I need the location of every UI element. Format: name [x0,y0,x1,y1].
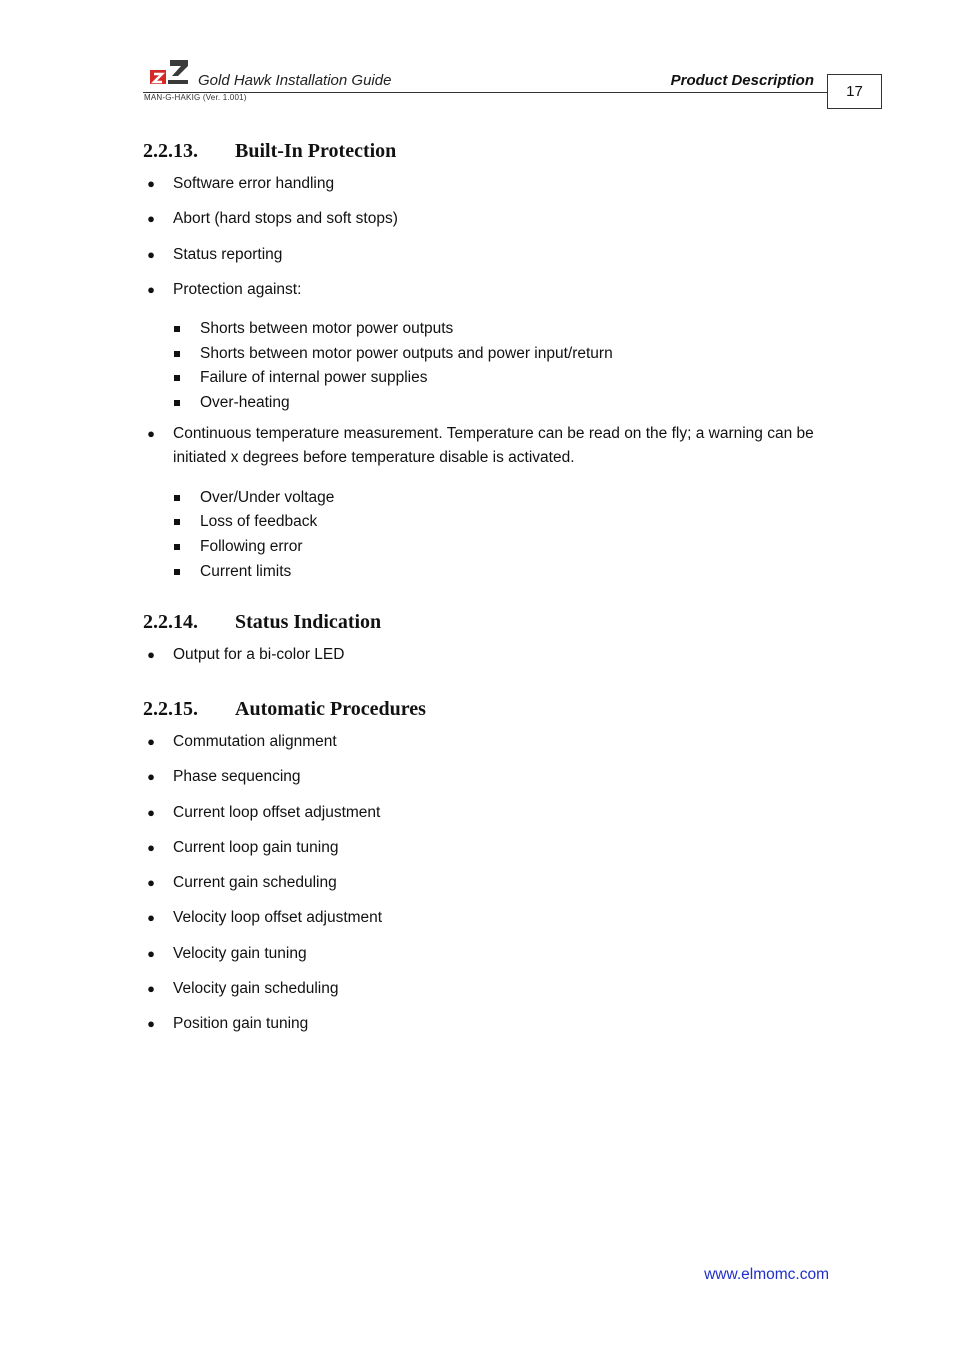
list-item [147,765,843,789]
list-item-text: Position gain tuning [173,1015,309,1032]
square-bullet-icon [174,351,180,357]
bullet-icon: ● [147,647,155,662]
square-bullet-icon [174,544,180,550]
list-item [147,207,843,231]
section-title: Automatic Procedures [235,698,426,720]
document-code: MAN-G-HAKIG (Ver. 1.001) [144,93,247,102]
bullet-icon: ● [147,805,155,820]
list-item [147,977,843,1001]
list-item-text: Output for a bi-color LED [173,646,345,663]
bullet-icon: ● [147,247,155,262]
sub-list-item [200,342,613,366]
list-item [147,906,843,930]
bullet-icon: ● [147,426,155,441]
list-item-text: Velocity gain tuning [173,945,307,962]
section-heading-built-in-protection [143,140,396,163]
section-title: Built-In Protection [235,140,397,162]
sub-list-item-text: Shorts between motor power outputs [200,320,454,337]
section-name: Product Description [670,72,814,89]
sub-list-item [200,317,453,341]
section-number: 2.2.13. [143,140,198,162]
bullet-icon: ● [147,840,155,855]
list-item [147,942,843,966]
list-item [147,730,843,754]
sub-list-item [200,486,334,510]
sub-list-item [200,535,303,559]
list-item [147,801,843,825]
list-item-text: Velocity gain scheduling [173,980,339,997]
square-bullet-icon [174,400,180,406]
list-item-text: Commutation alignment [173,733,337,750]
list-item-text: Abort (hard stops and soft stops) [173,210,398,227]
list-item-text: Phase sequencing [173,768,301,785]
sub-list-item [200,510,317,534]
sub-list-item-text: Failure of internal power supplies [200,369,428,386]
footer-website-link[interactable]: www.elmomc.com [704,1266,829,1283]
list-item-text: Continuous temperature measurement. Temperature can be read on the fly; a warning can be initiated x degrees before temperature disable is activated. [173,425,814,466]
list-item [147,422,833,470]
list-item [147,172,843,196]
list-item [147,1012,843,1036]
bullet-icon: ● [147,734,155,749]
square-bullet-icon [174,375,180,381]
bullet-icon: ● [147,176,155,191]
section-number: 2.2.14. [143,611,198,633]
bullet-icon: ● [147,769,155,784]
square-bullet-icon [174,326,180,332]
list-item-text: Software error handling [173,175,335,192]
bullet-icon: ● [147,211,155,226]
list-item-text: Current loop offset adjustment [173,804,381,821]
list-item-text: Status reporting [173,246,283,263]
sub-list-item-text: Shorts between motor power outputs and power input/return [200,345,613,362]
bullet-icon: ● [147,946,155,961]
section-title: Status Indication [235,611,382,633]
section-number: 2.2.15. [143,698,198,720]
sub-list-item-text: Over-heating [200,394,290,411]
bullet-icon: ● [147,981,155,996]
list-item [147,243,843,267]
square-bullet-icon [174,519,180,525]
square-bullet-icon [174,569,180,575]
document-title: Gold Hawk Installation Guide [198,72,392,89]
list-item [147,643,843,667]
list-item [147,278,843,302]
sub-list-item [200,560,291,584]
elmo-logo [148,58,190,86]
list-item [147,836,843,860]
section-heading-status-indication [143,611,381,634]
sub-list-item-text: Over/Under voltage [200,489,335,506]
sub-list-item-text: Loss of feedback [200,513,318,530]
bullet-icon: ● [147,282,155,297]
sub-list-item [200,366,427,390]
list-item-text: Current loop gain tuning [173,839,339,856]
list-item-text: Protection against: [173,281,302,298]
sub-list-item [200,391,290,415]
bullet-icon: ● [147,875,155,890]
list-item-text: Velocity loop offset adjustment [173,909,383,926]
page-number: 17 [827,74,882,109]
sub-list-item-text: Following error [200,538,303,555]
section-heading-automatic-procedures [143,698,426,721]
bullet-icon: ● [147,1016,155,1031]
list-item [147,871,843,895]
list-item-text: Current gain scheduling [173,874,337,891]
bullet-icon: ● [147,910,155,925]
sub-list-item-text: Current limits [200,563,292,580]
square-bullet-icon [174,495,180,501]
